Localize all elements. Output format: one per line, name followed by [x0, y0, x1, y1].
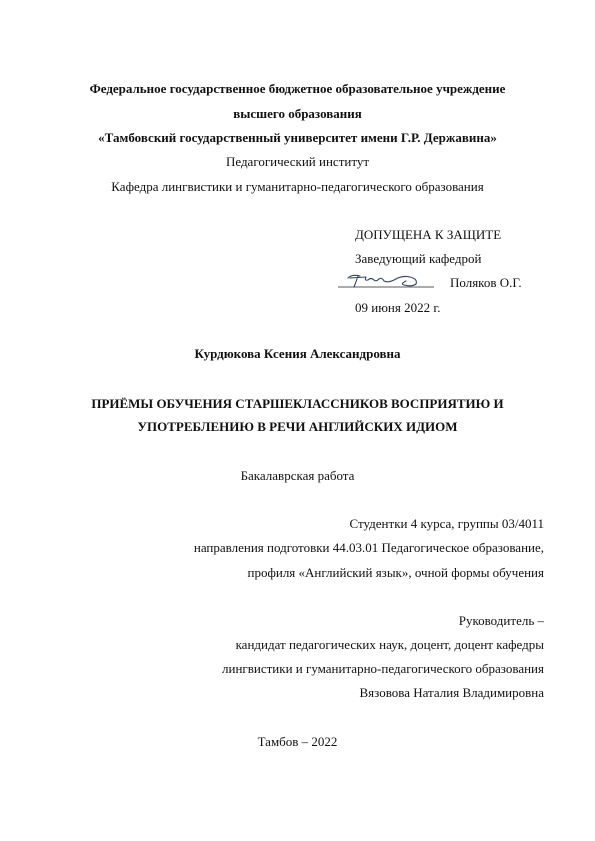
- head-of-department-name: Поляков О.Г.: [450, 275, 522, 290]
- supervisor-degree: кандидат педагогических наук, доцент, доцент кафедры: [235, 637, 544, 652]
- department-name: Кафедра лингвистики и гуманитарно-педагогического образования: [111, 179, 484, 194]
- work-type: Бакалаврская работа: [240, 468, 355, 483]
- thesis-title-line-1: ПРИЁМЫ ОБУЧЕНИЯ СТАРШЕКЛАССНИКОВ ВОСПРИЯТИЮ И: [91, 396, 504, 411]
- approval-title: ДОПУЩЕНА К ЗАЩИТЕ: [355, 227, 502, 242]
- student-profile: профиля «Английский язык», очной формы обучения: [247, 565, 544, 580]
- institution-type: Федеральное государственное бюджетное образовательное учреждение: [89, 81, 506, 96]
- signature-image: [338, 272, 436, 292]
- student-direction: направления подготовки 44.03.01 Педагогическое образование,: [193, 540, 544, 555]
- thesis-title-line-2: УПОТРЕБЛЕНИЮ В РЕЧИ АНГЛИЙСКИХ ИДИОМ: [137, 419, 458, 434]
- student-course-group: Студентки 4 курса, группы 03/4011: [349, 516, 544, 531]
- supervisor-department: лингвистики и гуманитарно-педагогического образования: [222, 661, 544, 676]
- approval-date: 09 июня 2022 г.: [355, 300, 441, 315]
- city-year: Тамбов – 2022: [257, 734, 338, 749]
- approval-position: Заведующий кафедрой: [355, 251, 482, 266]
- university-name: «Тамбовский государственный университет имени Г.Р. Державина»: [98, 130, 497, 145]
- education-level: высшего образования: [233, 106, 362, 121]
- supervisor-label: Руководитель –: [458, 613, 544, 628]
- institute-name: Педагогический институт: [225, 154, 370, 169]
- author-name: Курдюкова Ксения Александровна: [194, 346, 401, 361]
- supervisor-name: Вязовова Наталия Владимировна: [359, 685, 544, 700]
